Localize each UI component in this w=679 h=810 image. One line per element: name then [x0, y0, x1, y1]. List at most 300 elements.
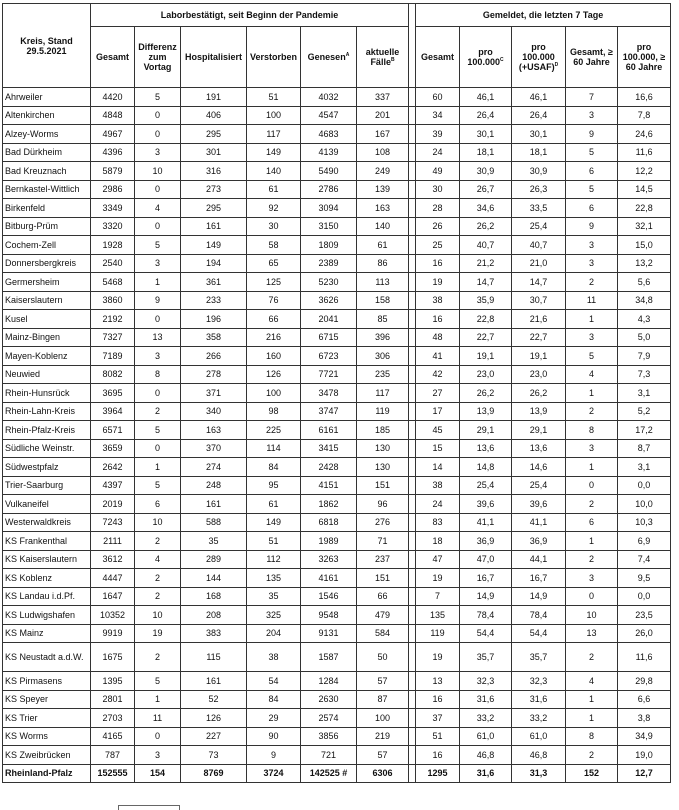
cell-usaf: 78,4 — [512, 606, 566, 625]
cell-pro60: 5,6 — [618, 273, 671, 292]
cell-hosp: 115 — [181, 643, 247, 672]
cell-pro: 23,0 — [460, 365, 512, 384]
cell-genesen: 2786 — [301, 180, 357, 199]
cell-gesamt: 3695 — [91, 384, 135, 403]
table-row — [3, 513, 671, 532]
cell-verst: 29 — [247, 709, 301, 728]
cell-genesen: 2041 — [301, 310, 357, 329]
cell-verst: 114 — [247, 439, 301, 458]
cell-usaf: 41,1 — [512, 513, 566, 532]
cell-g60: 1 — [566, 690, 618, 709]
cell-hosp: 168 — [181, 587, 247, 606]
cell-g60: 13 — [566, 624, 618, 643]
cell-pro60: 26,0 — [618, 624, 671, 643]
cell-pro: 14,9 — [460, 587, 512, 606]
cell-genesen: 1862 — [301, 495, 357, 514]
cell-verst: 204 — [247, 624, 301, 643]
table-row — [3, 199, 671, 218]
cell-hosp: 295 — [181, 125, 247, 144]
cell-aktuell: 50 — [357, 643, 409, 672]
cell-diff: 4 — [135, 550, 181, 569]
cell-hosp: 295 — [181, 199, 247, 218]
district-name: Bernkastel-Wittlich — [3, 180, 91, 199]
header-stand: Kreis, Stand 29.5.2021 — [3, 4, 91, 88]
cell-verst: 112 — [247, 550, 301, 569]
cell-g60: 9 — [566, 125, 618, 144]
cell-pro: 26,2 — [460, 217, 512, 236]
cell-pro60: 22,8 — [618, 199, 671, 218]
cell-hosp: 316 — [181, 162, 247, 181]
header-7d-usaf — [512, 27, 566, 88]
cell-hosp: 361 — [181, 273, 247, 292]
district-name: KS Worms — [3, 727, 91, 746]
cell-usaf: 30,7 — [512, 291, 566, 310]
table-row — [3, 690, 671, 709]
cell-verst: 325 — [247, 606, 301, 625]
cell-pro60: 10,3 — [618, 513, 671, 532]
cell-pro: 16,7 — [460, 569, 512, 588]
cell-gesamt: 2192 — [91, 310, 135, 329]
spacer-cell — [409, 88, 416, 107]
cell-verst: 3724 — [247, 764, 301, 782]
cell-diff: 5 — [135, 236, 181, 255]
spacer-cell — [409, 402, 416, 421]
cell-gesamt: 7243 — [91, 513, 135, 532]
cell-pro: 32,3 — [460, 672, 512, 691]
district-name: Rhein-Hunsrück — [3, 384, 91, 403]
cell-gesamt: 787 — [91, 746, 135, 765]
cell-pro: 34,6 — [460, 199, 512, 218]
spacer-cell — [409, 550, 416, 569]
cell-hosp: 370 — [181, 439, 247, 458]
cell-usaf: 40,7 — [512, 236, 566, 255]
cell-pro60: 4,3 — [618, 310, 671, 329]
cell-genesen: 3747 — [301, 402, 357, 421]
cell-pro: 30,1 — [460, 125, 512, 144]
cell-pro60: 0,0 — [618, 587, 671, 606]
covid-cases-table — [2, 3, 671, 783]
spacer-cell — [409, 709, 416, 728]
cell-pro60: 5,0 — [618, 328, 671, 347]
cell-genesen: 6161 — [301, 421, 357, 440]
cell-verst: 58 — [247, 236, 301, 255]
cell-hosp: 289 — [181, 550, 247, 569]
cell-g7: 16 — [416, 746, 460, 765]
table-row — [3, 365, 671, 384]
cell-aktuell: 249 — [357, 162, 409, 181]
cell-genesen: 721 — [301, 746, 357, 765]
cell-verst: 35 — [247, 587, 301, 606]
cell-hosp: 196 — [181, 310, 247, 329]
cell-pro: 14,8 — [460, 458, 512, 477]
cell-diff: 13 — [135, 328, 181, 347]
spacer-cell — [409, 513, 416, 532]
cell-verst: 61 — [247, 180, 301, 199]
district-name: KS Koblenz — [3, 569, 91, 588]
cell-genesen: 142525 # — [301, 764, 357, 782]
cell-gesamt: 10352 — [91, 606, 135, 625]
cell-verst: 135 — [247, 569, 301, 588]
cell-genesen: 3626 — [301, 291, 357, 310]
cell-gesamt: 1647 — [91, 587, 135, 606]
cell-genesen: 5230 — [301, 273, 357, 292]
cell-pro60: 8,7 — [618, 439, 671, 458]
cell-pro: 39,6 — [460, 495, 512, 514]
district-name: Vulkaneifel — [3, 495, 91, 514]
cell-g7: 135 — [416, 606, 460, 625]
cell-diff: 5 — [135, 421, 181, 440]
cell-genesen: 9131 — [301, 624, 357, 643]
cell-gesamt: 152555 — [91, 764, 135, 782]
cell-usaf: 30,9 — [512, 162, 566, 181]
cell-genesen: 1809 — [301, 236, 357, 255]
district-name: Birkenfeld — [3, 199, 91, 218]
cell-g7: 39 — [416, 125, 460, 144]
spacer-cell — [409, 143, 416, 162]
cell-genesen: 1546 — [301, 587, 357, 606]
district-name: Altenkirchen — [3, 106, 91, 125]
cell-aktuell: 167 — [357, 125, 409, 144]
cell-pro: 54,4 — [460, 624, 512, 643]
cell-genesen: 2574 — [301, 709, 357, 728]
spacer-cell — [409, 672, 416, 691]
cell-aktuell: 6306 — [357, 764, 409, 782]
cell-gesamt: 1675 — [91, 643, 135, 672]
cell-diff: 5 — [135, 88, 181, 107]
table-row — [3, 217, 671, 236]
cell-verst: 38 — [247, 643, 301, 672]
cell-g60: 1 — [566, 310, 618, 329]
cell-diff: 10 — [135, 606, 181, 625]
spacer-cell — [409, 727, 416, 746]
cell-diff: 2 — [135, 643, 181, 672]
cell-diff: 10 — [135, 513, 181, 532]
cell-genesen: 5490 — [301, 162, 357, 181]
cell-g60: 1 — [566, 532, 618, 551]
cell-g60: 10 — [566, 606, 618, 625]
cell-pro: 41,1 — [460, 513, 512, 532]
table-row — [3, 458, 671, 477]
table-row — [3, 587, 671, 606]
cell-verst: 98 — [247, 402, 301, 421]
spacer-cell — [409, 291, 416, 310]
header-7d-pro-label: pro 100.000 — [467, 47, 500, 67]
cell-gesamt: 5879 — [91, 162, 135, 181]
cell-gesamt: 4967 — [91, 125, 135, 144]
cell-gesamt: 2019 — [91, 495, 135, 514]
cell-diff: 10 — [135, 162, 181, 181]
cell-diff: 9 — [135, 291, 181, 310]
cell-gesamt: 4420 — [91, 88, 135, 107]
cell-verst: 51 — [247, 88, 301, 107]
table-row — [3, 254, 671, 273]
cell-pro: 29,1 — [460, 421, 512, 440]
cell-genesen: 3150 — [301, 217, 357, 236]
cell-pro: 35,9 — [460, 291, 512, 310]
header-7d-pro-note: C — [499, 57, 504, 63]
cell-usaf: 14,7 — [512, 273, 566, 292]
cell-diff: 3 — [135, 347, 181, 366]
cell-pro60: 9,5 — [618, 569, 671, 588]
cell-usaf: 25,4 — [512, 217, 566, 236]
table-row — [3, 125, 671, 144]
spacer-cell — [409, 458, 416, 477]
cell-usaf: 46,8 — [512, 746, 566, 765]
cell-g60: 3 — [566, 236, 618, 255]
cell-g60: 2 — [566, 495, 618, 514]
cell-pro: 19,1 — [460, 347, 512, 366]
cell-gesamt: 3612 — [91, 550, 135, 569]
cell-pro: 26,7 — [460, 180, 512, 199]
cell-verst: 125 — [247, 273, 301, 292]
cell-pro60: 19,0 — [618, 746, 671, 765]
spacer-cell — [409, 347, 416, 366]
cell-gesamt: 5468 — [91, 273, 135, 292]
table-row — [3, 476, 671, 495]
district-name: Ahrweiler — [3, 88, 91, 107]
table-row — [3, 421, 671, 440]
cell-hosp: 208 — [181, 606, 247, 625]
spacer-cell — [409, 764, 416, 782]
cell-usaf: 23,0 — [512, 365, 566, 384]
table-body — [3, 88, 671, 783]
cell-pro60: 6,6 — [618, 690, 671, 709]
cell-genesen: 1989 — [301, 532, 357, 551]
cell-aktuell: 219 — [357, 727, 409, 746]
cell-hosp: 161 — [181, 672, 247, 691]
cell-verst: 84 — [247, 690, 301, 709]
cell-verst: 51 — [247, 532, 301, 551]
cell-g7: 30 — [416, 180, 460, 199]
cell-usaf: 26,3 — [512, 180, 566, 199]
spacer-cell — [409, 384, 416, 403]
cell-g60: 8 — [566, 727, 618, 746]
cell-usaf: 14,6 — [512, 458, 566, 477]
cell-g60: 2 — [566, 550, 618, 569]
cell-aktuell: 119 — [357, 402, 409, 421]
cell-g60: 3 — [566, 439, 618, 458]
cell-hosp: 194 — [181, 254, 247, 273]
cell-aktuell: 337 — [357, 88, 409, 107]
cell-pro: 26,4 — [460, 106, 512, 125]
district-name: KS Kaiserslautern — [3, 550, 91, 569]
header-aktuell-note: B — [390, 57, 395, 63]
cell-genesen: 4683 — [301, 125, 357, 144]
spacer-cell — [409, 106, 416, 125]
cell-g7: 49 — [416, 162, 460, 181]
cell-usaf: 33,2 — [512, 709, 566, 728]
cell-diff: 2 — [135, 587, 181, 606]
cell-g60: 2 — [566, 746, 618, 765]
table-row — [3, 643, 671, 672]
cell-g7: 119 — [416, 624, 460, 643]
cell-g60: 2 — [566, 402, 618, 421]
district-name: Kusel — [3, 310, 91, 329]
cell-usaf: 21,0 — [512, 254, 566, 273]
spacer-cell — [409, 217, 416, 236]
cell-g7: 26 — [416, 217, 460, 236]
header-genesen-label: Genesen — [307, 52, 346, 62]
cell-aktuell: 201 — [357, 106, 409, 125]
cell-g60: 0 — [566, 476, 618, 495]
cell-verst: 61 — [247, 495, 301, 514]
district-name: Mayen-Koblenz — [3, 347, 91, 366]
cell-hosp: 8769 — [181, 764, 247, 782]
cell-g60: 0 — [566, 587, 618, 606]
cell-pro: 26,2 — [460, 384, 512, 403]
cell-usaf: 39,6 — [512, 495, 566, 514]
cell-pro60: 23,5 — [618, 606, 671, 625]
district-name: KS Pirmasens — [3, 672, 91, 691]
cell-aktuell: 139 — [357, 180, 409, 199]
district-name: Südliche Weinstr. — [3, 439, 91, 458]
cell-verst: 66 — [247, 310, 301, 329]
spacer-cell — [409, 495, 416, 514]
cell-aktuell: 113 — [357, 273, 409, 292]
cell-gesamt: 4397 — [91, 476, 135, 495]
cell-hosp: 371 — [181, 384, 247, 403]
cell-g7: 18 — [416, 532, 460, 551]
cell-genesen: 1587 — [301, 643, 357, 672]
cell-verst: 92 — [247, 199, 301, 218]
cell-pro: 13,9 — [460, 402, 512, 421]
cell-gesamt: 1395 — [91, 672, 135, 691]
cell-aktuell: 237 — [357, 550, 409, 569]
cell-g7: 38 — [416, 291, 460, 310]
cell-hosp: 266 — [181, 347, 247, 366]
district-name: Alzey-Worms — [3, 125, 91, 144]
cell-diff: 0 — [135, 217, 181, 236]
cell-diff: 2 — [135, 532, 181, 551]
cell-aktuell: 306 — [357, 347, 409, 366]
cell-pro60: 12,2 — [618, 162, 671, 181]
cell-genesen: 3415 — [301, 439, 357, 458]
cell-verst: 100 — [247, 384, 301, 403]
cell-usaf: 14,9 — [512, 587, 566, 606]
cell-g60: 3 — [566, 328, 618, 347]
header-group-7d: Gemeldet, die letzten 7 Tage — [416, 4, 671, 27]
cell-gesamt: 9919 — [91, 624, 135, 643]
cell-diff: 3 — [135, 746, 181, 765]
cell-g7: 34 — [416, 106, 460, 125]
cell-pro60: 24,6 — [618, 125, 671, 144]
cell-g7: 13 — [416, 672, 460, 691]
spacer-cell — [409, 162, 416, 181]
cell-pro60: 17,2 — [618, 421, 671, 440]
spacer-cell — [409, 273, 416, 292]
cell-pro: 13,6 — [460, 439, 512, 458]
cell-gesamt: 4396 — [91, 143, 135, 162]
cell-genesen: 3856 — [301, 727, 357, 746]
header-gesamt: Gesamt — [91, 27, 135, 88]
cell-verst: 54 — [247, 672, 301, 691]
spacer-cell — [409, 624, 416, 643]
cell-g60: 6 — [566, 513, 618, 532]
cell-verst: 84 — [247, 458, 301, 477]
cell-aktuell: 163 — [357, 199, 409, 218]
cell-verst: 90 — [247, 727, 301, 746]
cell-pro60: 13,2 — [618, 254, 671, 273]
district-name: Bad Kreuznach — [3, 162, 91, 181]
cell-g7: 16 — [416, 254, 460, 273]
table-row — [3, 495, 671, 514]
cell-verst: 30 — [247, 217, 301, 236]
cell-gesamt: 7327 — [91, 328, 135, 347]
cell-pro60: 3,1 — [618, 458, 671, 477]
cell-g60: 2 — [566, 643, 618, 672]
district-name: KS Mainz — [3, 624, 91, 643]
cell-verst: 225 — [247, 421, 301, 440]
cell-usaf: 32,3 — [512, 672, 566, 691]
spacer-cell — [409, 199, 416, 218]
cell-hosp: 588 — [181, 513, 247, 532]
cell-gesamt: 4447 — [91, 569, 135, 588]
cell-g7: 16 — [416, 310, 460, 329]
cell-diff: 5 — [135, 672, 181, 691]
cell-pro60: 15,0 — [618, 236, 671, 255]
cell-genesen: 3094 — [301, 199, 357, 218]
cell-gesamt: 3659 — [91, 439, 135, 458]
cell-hosp: 161 — [181, 217, 247, 236]
district-name: Rhein-Lahn-Kreis — [3, 402, 91, 421]
cell-pro60: 3,8 — [618, 709, 671, 728]
cell-gesamt: 3964 — [91, 402, 135, 421]
district-name: KS Ludwigshafen — [3, 606, 91, 625]
table-row — [3, 106, 671, 125]
cell-pro: 21,2 — [460, 254, 512, 273]
cell-hosp: 126 — [181, 709, 247, 728]
cell-gesamt: 2111 — [91, 532, 135, 551]
district-name: Rhein-Pfalz-Kreis — [3, 421, 91, 440]
cell-diff: 0 — [135, 439, 181, 458]
cell-verst: 140 — [247, 162, 301, 181]
district-name: Kaiserslautern — [3, 291, 91, 310]
cell-pro: 35,7 — [460, 643, 512, 672]
cell-hosp: 383 — [181, 624, 247, 643]
cell-genesen: 2630 — [301, 690, 357, 709]
cell-diff: 11 — [135, 709, 181, 728]
table-row — [3, 569, 671, 588]
cell-aktuell: 130 — [357, 439, 409, 458]
spacer-cell — [409, 569, 416, 588]
cell-g60: 152 — [566, 764, 618, 782]
cell-g7: 16 — [416, 690, 460, 709]
header-genesen — [301, 27, 357, 88]
cell-g7: 48 — [416, 328, 460, 347]
cell-pro: 18,1 — [460, 143, 512, 162]
cell-genesen: 2428 — [301, 458, 357, 477]
district-name: Germersheim — [3, 273, 91, 292]
cell-pro: 36,9 — [460, 532, 512, 551]
cell-aktuell: 71 — [357, 532, 409, 551]
cell-g60: 3 — [566, 106, 618, 125]
cell-g7: 45 — [416, 421, 460, 440]
district-name: Neuwied — [3, 365, 91, 384]
cell-pro: 25,4 — [460, 476, 512, 495]
district-name: Südwestpfalz — [3, 458, 91, 477]
cell-g60: 1 — [566, 384, 618, 403]
cell-pro60: 34,9 — [618, 727, 671, 746]
cell-gesamt: 7189 — [91, 347, 135, 366]
cell-g7: 41 — [416, 347, 460, 366]
cell-diff: 8 — [135, 365, 181, 384]
cell-aktuell: 140 — [357, 217, 409, 236]
cell-pro: 31,6 — [460, 690, 512, 709]
cell-aktuell: 396 — [357, 328, 409, 347]
table-row — [3, 439, 671, 458]
spacer-cell — [409, 690, 416, 709]
spacer-cell — [409, 254, 416, 273]
